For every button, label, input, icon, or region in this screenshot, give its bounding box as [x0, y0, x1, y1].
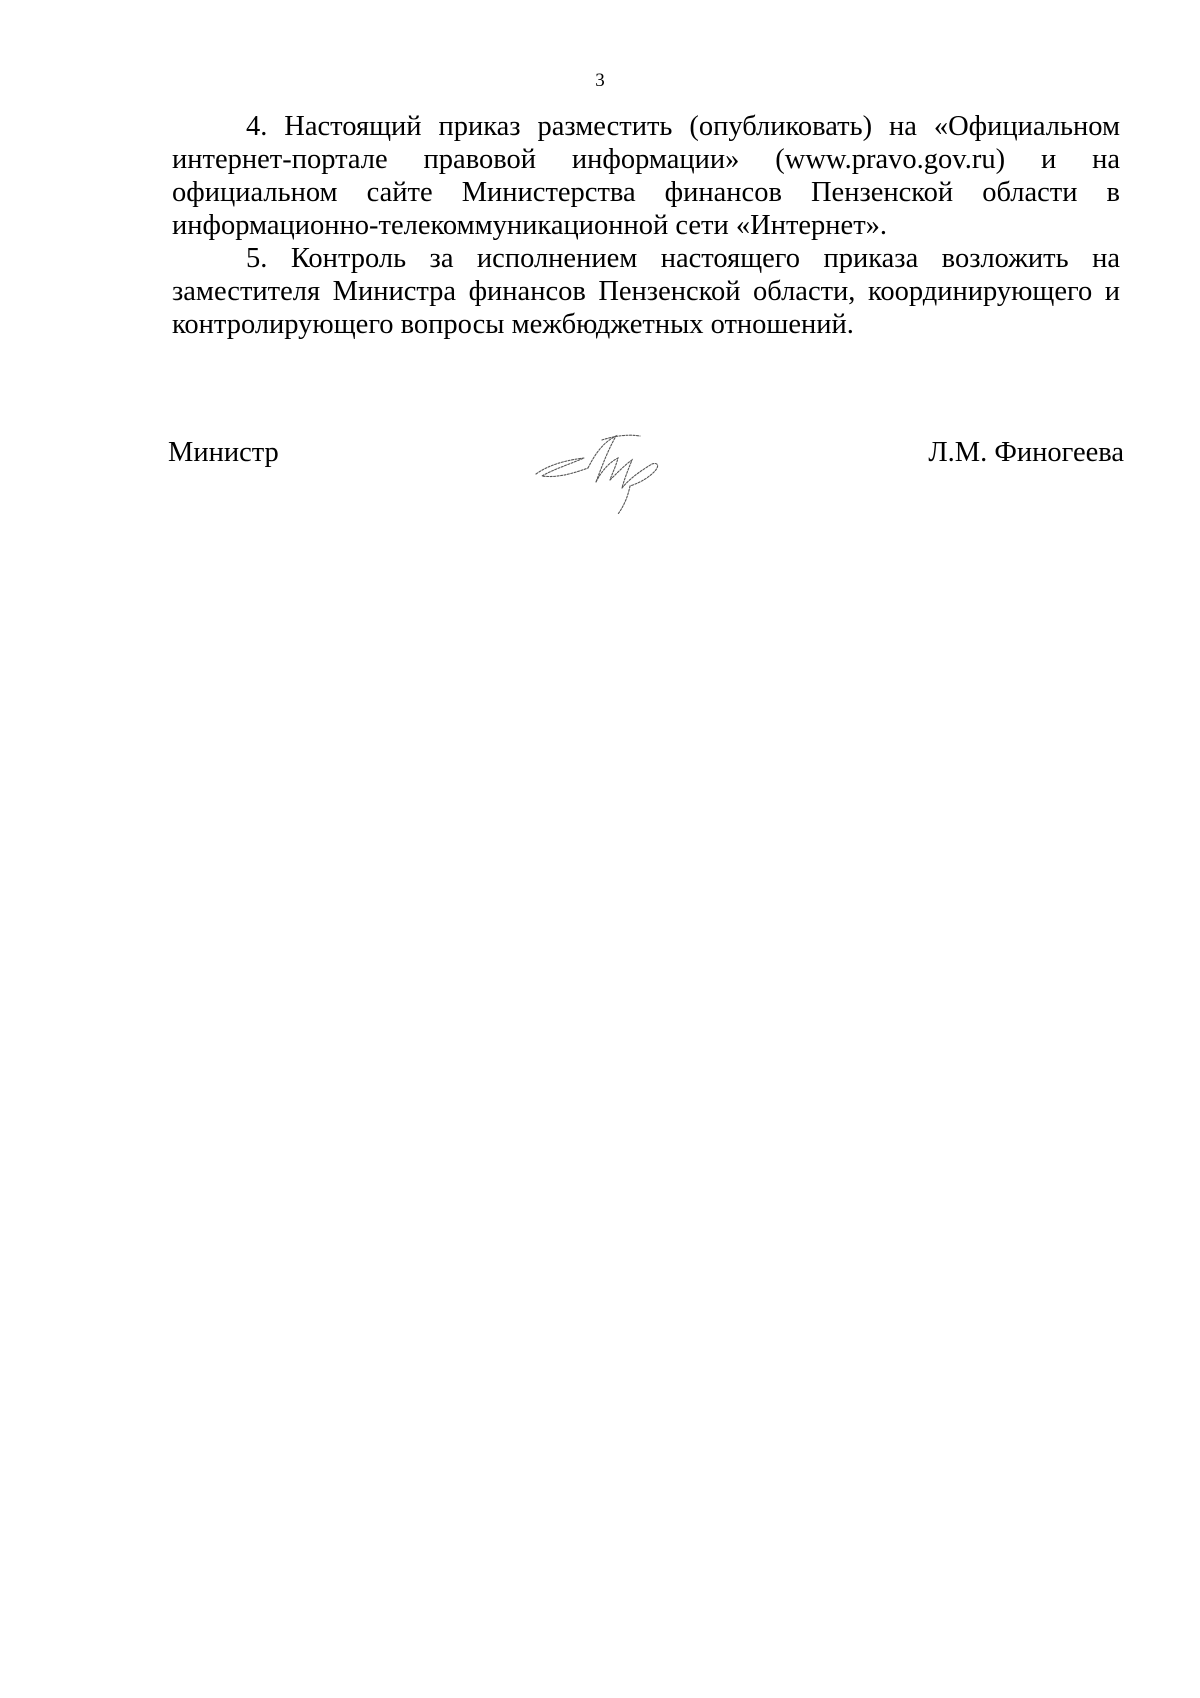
handwritten-signature-icon	[532, 430, 672, 520]
order-body	[172, 110, 1120, 341]
page-number: 3	[595, 70, 605, 91]
signer-title: Министр	[168, 437, 279, 468]
paragraph-control: 5. Контроль за исполнением настоящего приказа возложить на заместителя Министра финансов Пензенской области, координирующего и контролирующего вопросы межбюджетных отношений.	[172, 243, 1120, 340]
paragraph-publication: 4. Настоящий приказ разместить (опубликовать) на «Официальном интернет-портале правовой информации» (www.pravo.gov.ru) и на официальном сайте Министерства финансов Пензенской области в информационно-телекоммуникационной сети «Интернет».	[172, 111, 1120, 241]
signer-name: Л.М. Финогеева	[928, 437, 1124, 468]
